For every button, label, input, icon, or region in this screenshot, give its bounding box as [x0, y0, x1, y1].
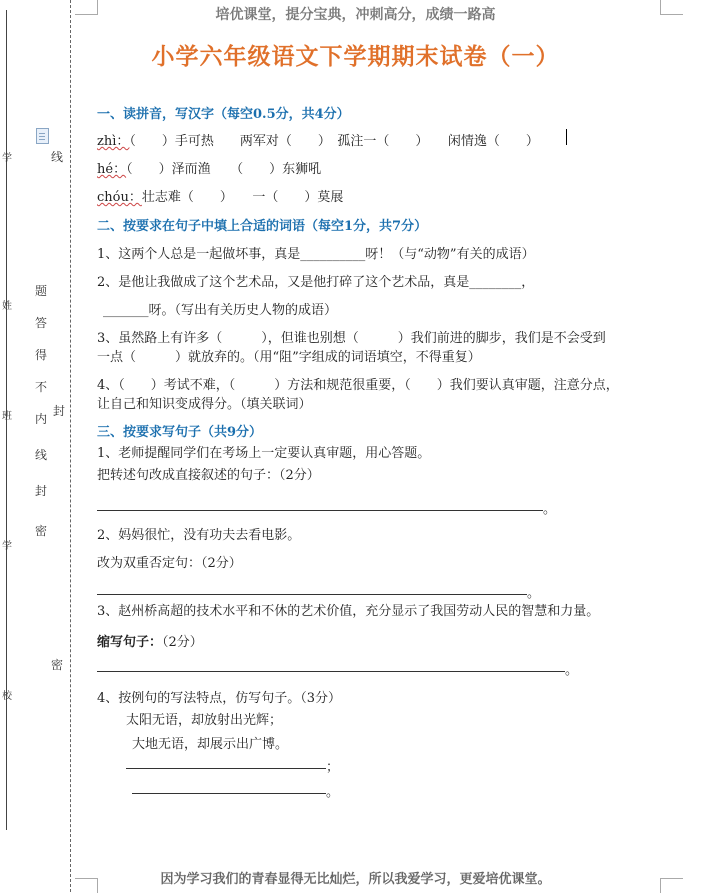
answer-line[interactable] — [97, 671, 565, 672]
pinyin: hé： — [97, 162, 127, 177]
score-note: （2分） — [162, 635, 203, 650]
pinyin: zhì： — [97, 134, 130, 149]
question-text: 壮志难（ ） 一（ ）莫展 — [141, 190, 344, 205]
example-sentence: 大地无语，却展示出广博。 — [132, 737, 289, 752]
header-banner: 培优课堂，提分宝典，冲刺高分，成绩一路高 — [215, 7, 496, 23]
question-text[interactable]: 2、是他让我做成了这个艺术品，又是他打碎了这个艺术品，真是________， — [97, 275, 535, 290]
answer-end: 。 — [326, 785, 340, 800]
answer-period: 。 — [527, 586, 541, 601]
margin-char: 密 — [34, 524, 47, 538]
margin-char: 学 — [2, 541, 12, 552]
margin-char: 校 — [2, 691, 12, 702]
question-text — [97, 631, 203, 650]
question-row[interactable] — [97, 186, 343, 205]
footer-slogan: 因为学习我们的青春显得无比灿烂，所以我爱学习，更爱培优课堂。 — [160, 872, 551, 887]
section2-heading: 二、按要求在句子中填上合适的词语（每空1分，共7分） — [97, 219, 428, 234]
question-row[interactable] — [97, 130, 539, 149]
question-row[interactable] — [97, 158, 321, 177]
section3-heading: 三、按要求写句子（共9分） — [97, 425, 263, 440]
question-text: （ ）泽而渔 （ ）东狮吼 — [126, 162, 322, 177]
answer-period: 。 — [565, 663, 579, 678]
margin-char: 姓 — [2, 301, 12, 312]
page-title: 小学六年级语文下学期期末试卷（一） — [151, 43, 560, 70]
question-text[interactable]: 1、这两个人总是一起做坏事，真是__________呀！（与“动物”有关的成语） — [97, 247, 535, 262]
question-text: （ ）手可热 两军对（ ） 孤注一（ ） 闲情逸（ ） — [129, 134, 539, 149]
margin-char: 得 — [34, 348, 47, 362]
question-text[interactable]: 4、（ ）考试不难，（ ）方法和规范很重要，（ ）我们要认真审题，注意分点， — [97, 378, 619, 393]
answer-line[interactable] — [97, 594, 527, 595]
question-text[interactable]: 让自己和知识变成得分。（填关联词） — [97, 397, 312, 412]
answer-period: 。 — [543, 502, 557, 517]
answer-line[interactable] — [132, 793, 326, 794]
margin-char: 班 — [2, 411, 12, 422]
margin-char: 封 — [52, 404, 65, 418]
question-text: 改为双重否定句：（2分） — [97, 556, 242, 571]
binding-line — [70, 0, 71, 892]
margin-char: 线 — [50, 150, 63, 164]
margin-char: 答 — [34, 316, 47, 330]
margin-char: 封 — [34, 484, 47, 498]
question-text: 把转述句改成直接叙述的句子：（2分） — [97, 468, 320, 483]
question-text: 3、赵州桥高超的技术水平和不休的艺术价值，充分显示了我国劳动人民的智慧和力量。 — [97, 604, 600, 619]
section1-heading: 一、读拼音，写汉字（每空0.5分，共4分） — [97, 107, 350, 122]
answer-end: ； — [326, 760, 340, 775]
margin-char: 学 — [2, 153, 12, 164]
question-text: 4、按例句的写法特点，仿写句子。（3分） — [97, 691, 342, 706]
document-icon — [36, 128, 49, 144]
example-sentence: 太阳无语，却放射出光辉； — [126, 713, 283, 728]
margin-char: 线 — [34, 448, 47, 462]
text-cursor — [566, 129, 567, 145]
question-text: 1、老师提醒同学们在考场上一定要认真审题，用心答题。 — [97, 446, 431, 461]
question-text: 2、妈妈很忙，没有功夫去看电影。 — [97, 528, 301, 543]
margin-char: 题 — [34, 284, 47, 298]
margin-char: 内 — [34, 412, 47, 426]
question-text[interactable]: 3、虽然路上有许多（ ），但谁也别想（ ）我们前进的脚步，我们是不会受到 — [97, 331, 606, 346]
pinyin: chóu： — [97, 190, 142, 205]
question-text[interactable]: _______呀。（写出有关历史人物的成语） — [103, 303, 338, 318]
bold-label: 缩写句子： — [97, 635, 163, 650]
answer-line[interactable] — [126, 768, 326, 769]
answer-line[interactable] — [97, 510, 543, 511]
question-text[interactable]: 一点（ ）就放弃的。（用“阻”字组成的词语填空，不得重复） — [97, 350, 481, 365]
margin-char: 不 — [34, 380, 47, 394]
margin-char: 密 — [50, 658, 63, 672]
